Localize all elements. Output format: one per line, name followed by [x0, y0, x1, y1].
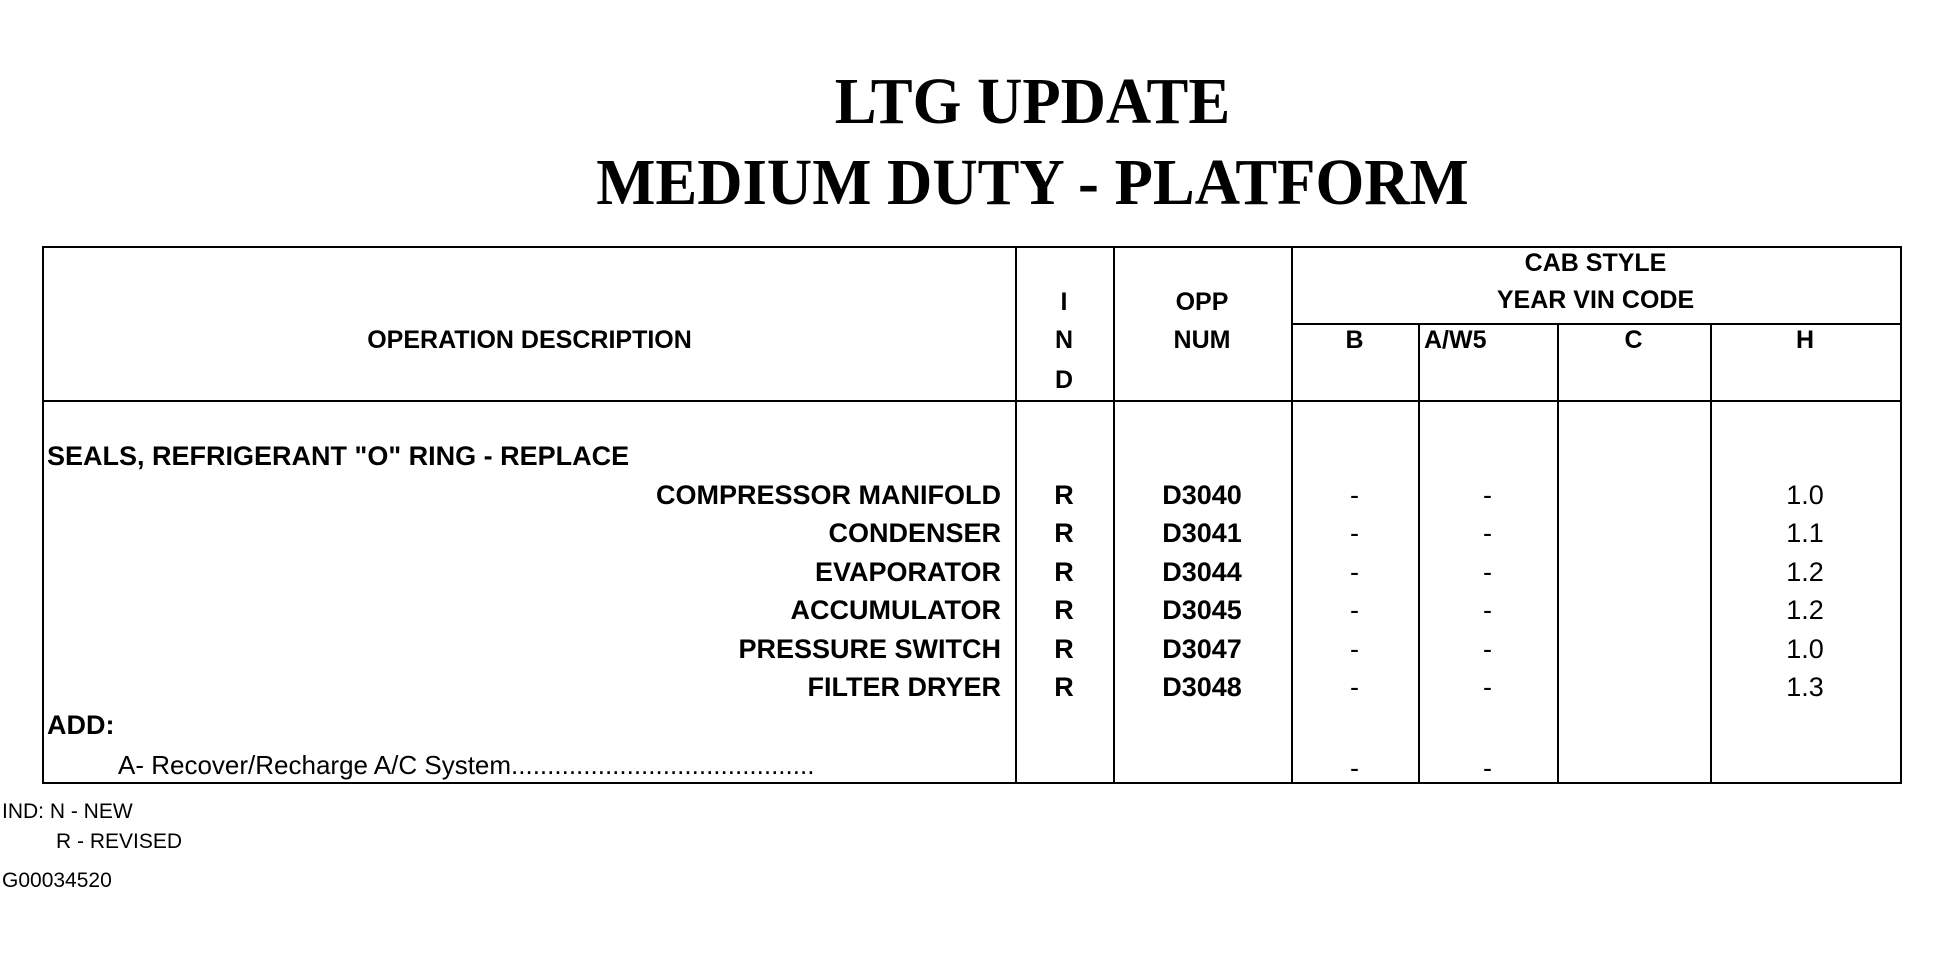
header-operation-description: OPERATION DESCRIPTION: [367, 326, 692, 354]
header-opp: OPP: [1175, 288, 1229, 316]
add-item-description: A- Recover/Recharge A/C System..........................................: [118, 750, 815, 780]
header-ind-d: D: [1054, 366, 1074, 394]
section-heading: SEALS, REFRIGERANT "O" RING - REPLACE: [47, 441, 630, 471]
row-opp-num: D3041: [1162, 518, 1242, 548]
row-h-value: 1.3: [1786, 672, 1824, 702]
row-h-value: 1.1: [1786, 518, 1824, 548]
row-ind: R: [1054, 634, 1074, 664]
row-aw5-value: -: [1483, 634, 1492, 664]
row-description: CONDENSER: [828, 518, 1001, 548]
row-aw5-value: -: [1483, 595, 1492, 625]
row-opp-num: D3045: [1162, 595, 1242, 625]
page-title-line-2: MEDIUM DUTY - PLATFORM: [596, 146, 1469, 219]
col-divider-b: [1418, 323, 1420, 782]
header-divider: [44, 400, 1900, 402]
row-ind: R: [1054, 595, 1074, 625]
col-divider-c: [1710, 323, 1712, 782]
row-ind: R: [1054, 557, 1074, 587]
row-b-value: -: [1350, 672, 1359, 702]
row-ind: R: [1054, 480, 1074, 510]
row-opp-num: D3047: [1162, 634, 1242, 664]
row-h-value: 1.2: [1786, 595, 1824, 625]
row-ind: R: [1054, 518, 1074, 548]
row-opp-num: D3048: [1162, 672, 1242, 702]
row-opp-num: D3044: [1162, 557, 1242, 587]
row-b-value: -: [1350, 518, 1359, 548]
row-opp-num: D3040: [1162, 480, 1242, 510]
add-item-aw5-value: -: [1483, 753, 1492, 783]
row-h-value: 1.0: [1786, 634, 1824, 664]
row-aw5-value: -: [1483, 557, 1492, 587]
row-aw5-value: -: [1483, 518, 1492, 548]
row-b-value: -: [1350, 634, 1359, 664]
row-description: ACCUMULATOR: [790, 595, 1001, 625]
row-description: EVAPORATOR: [814, 557, 1001, 587]
row-b-value: -: [1350, 480, 1359, 510]
header-vin-aw5: A/W5: [1424, 326, 1487, 354]
row-h-value: 1.0: [1786, 480, 1824, 510]
header-cab-style: CAB STYLE: [1524, 249, 1667, 277]
row-description: FILTER DRYER: [807, 672, 1001, 702]
header-ind-i: I: [1060, 288, 1068, 316]
footnote-ind-revised: R - REVISED: [56, 830, 183, 853]
footnote-ind-new: IND: N - NEW: [2, 800, 133, 823]
header-year-vin-code: YEAR VIN CODE: [1496, 286, 1695, 314]
row-aw5-value: -: [1483, 480, 1492, 510]
row-aw5-value: -: [1483, 672, 1492, 702]
row-description: COMPRESSOR MANIFOLD: [655, 480, 1001, 510]
header-num: NUM: [1173, 326, 1231, 354]
row-b-value: -: [1350, 595, 1359, 625]
col-divider-aw5: [1557, 323, 1559, 782]
row-ind: R: [1054, 672, 1074, 702]
row-h-value: 1.2: [1786, 557, 1824, 587]
row-b-value: -: [1350, 557, 1359, 587]
figure-id: G00034520: [2, 869, 112, 892]
row-description: PRESSURE SWITCH: [738, 634, 1001, 664]
header-ind-n: N: [1054, 326, 1074, 354]
header-vin-b: B: [1345, 326, 1364, 354]
add-heading: ADD:: [47, 710, 115, 740]
page-title-line-1: LTG UPDATE: [834, 65, 1231, 138]
header-vin-h: H: [1795, 326, 1815, 354]
add-item-b-value: -: [1350, 753, 1359, 783]
header-vin-c: C: [1624, 326, 1643, 354]
